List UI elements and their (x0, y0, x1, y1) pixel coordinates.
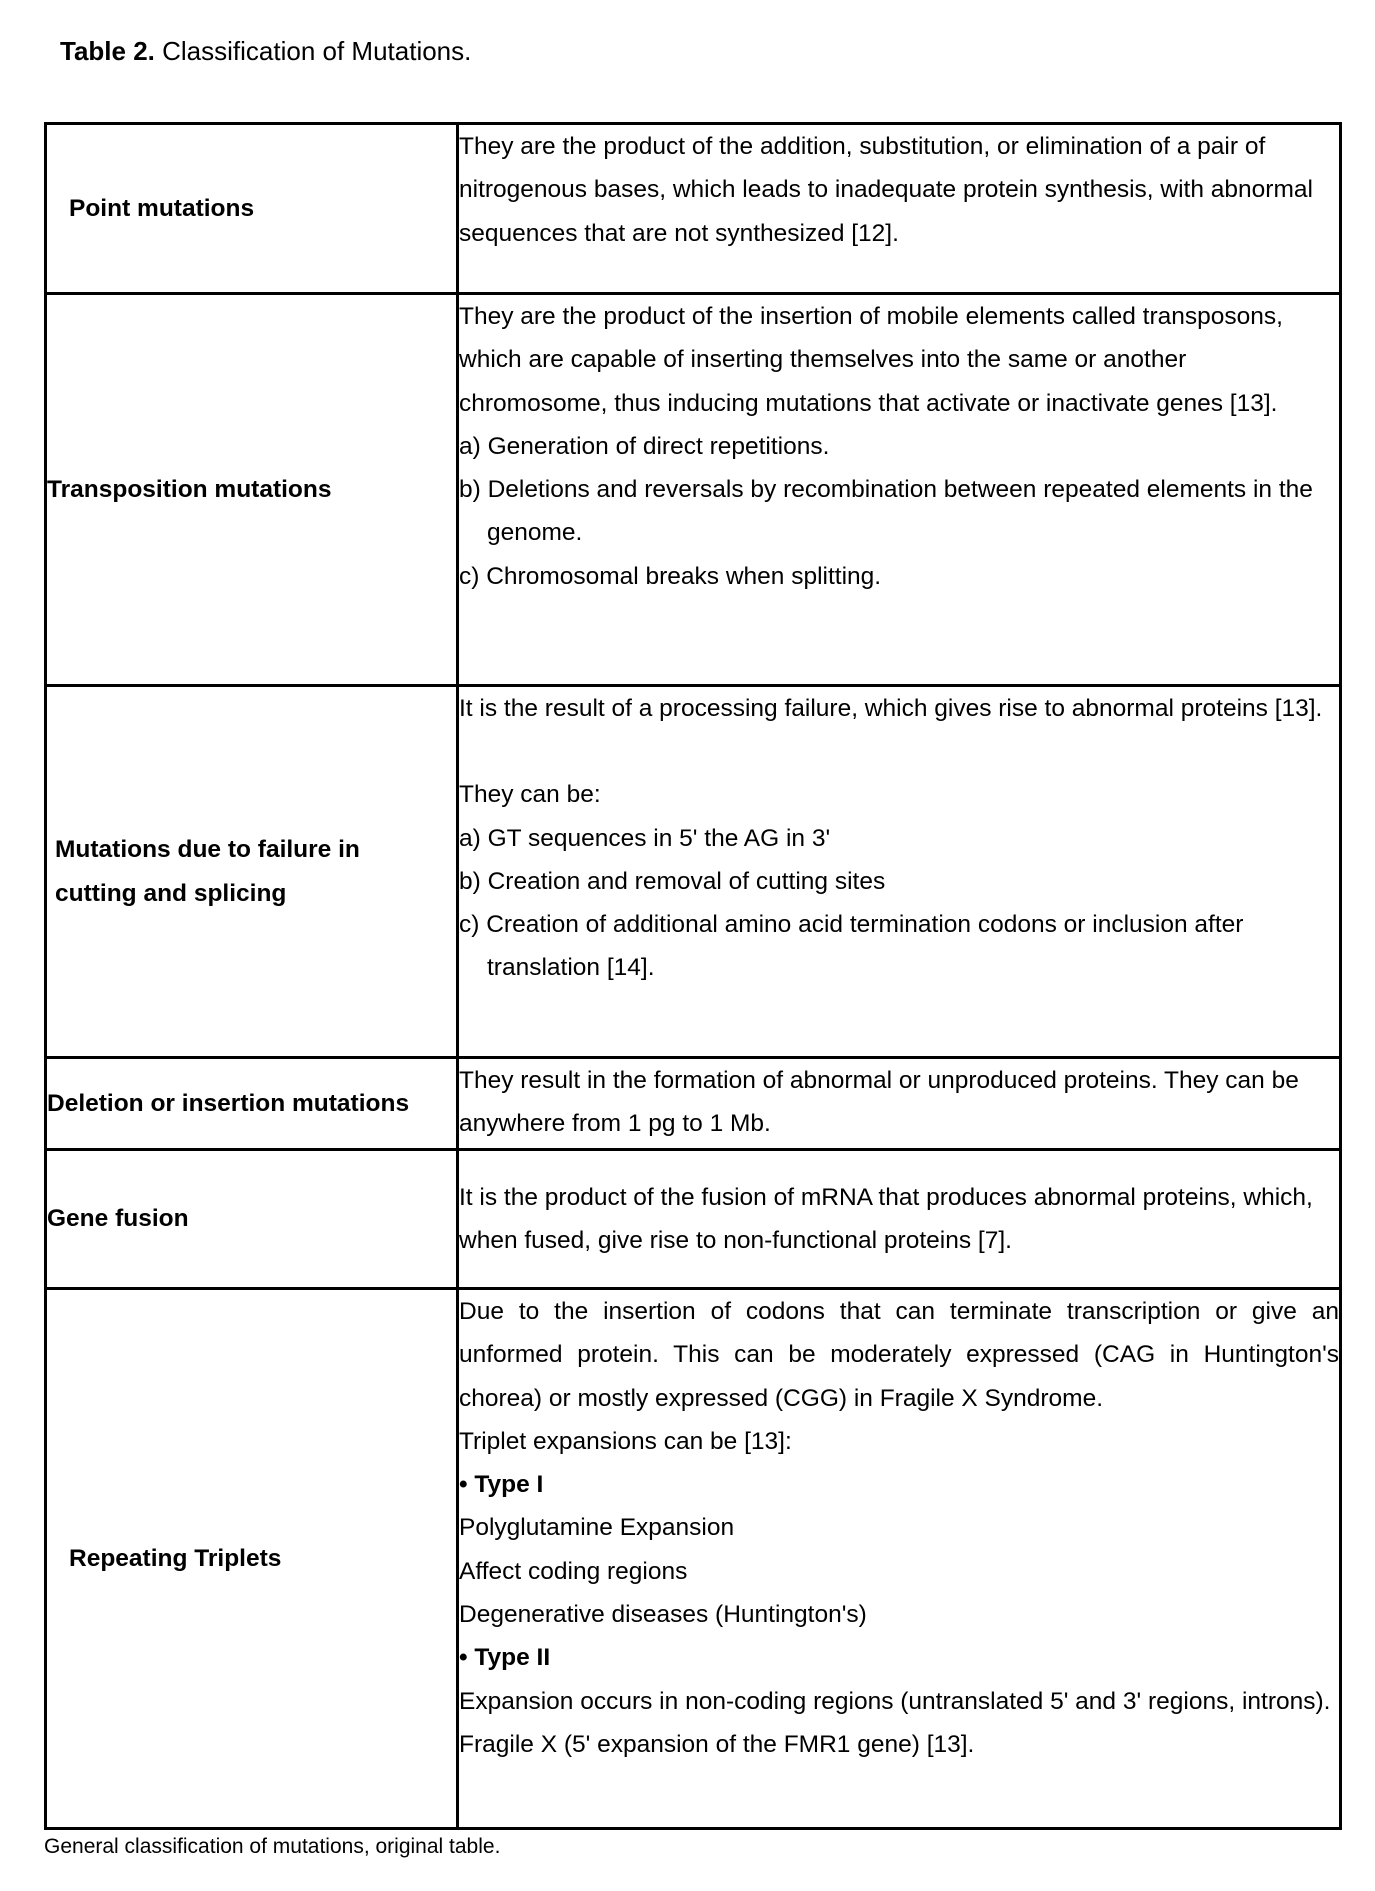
description-line: They are the product of the insertion of mobile elements called transposons, which are capable of inserting themselves into the same or another chromosome, thus inducing mutations that activate or inactivate genes [13]. (459, 303, 1283, 417)
table-row (46, 1150, 1341, 1289)
blank-line (459, 730, 1339, 773)
table-row (46, 1058, 1341, 1150)
table-footnote: General classification of mutations, original table. (44, 1835, 501, 1858)
table-row (46, 124, 1341, 294)
row-label-point-mutations: Point mutations (46, 124, 458, 294)
description-line: c) Chromosomal breaks when splitting. (459, 562, 882, 590)
description-line: a) Generation of direct repetitions. (459, 432, 830, 460)
table-caption (60, 36, 471, 67)
row-description-gene-fusion (458, 1150, 1341, 1289)
description-line: Polyglutamine Expansion (459, 1514, 735, 1542)
table-caption-label: Table 2. (60, 36, 155, 66)
description-line: Expansion occurs in non-coding regions (untranslated 5' and 3' regions, introns). (459, 1687, 1331, 1715)
row-label-deletion-insertion: Deletion or insertion mutations (46, 1058, 458, 1150)
table-row (46, 686, 1341, 1058)
description-line: It is the result of a processing failure, which gives rise to abnormal proteins [13]. (459, 695, 1323, 722)
description-line: Fragile X (5' expansion of the FMR1 gene) [13]. (459, 1730, 975, 1758)
table-caption-text: Classification of Mutations. (162, 36, 472, 66)
splicing-label-text: Mutations due to failure in cutting and splicing (55, 835, 360, 907)
row-description-splicing-mutations (458, 686, 1341, 1058)
type-heading: • Type I (459, 1471, 544, 1499)
description-line: Triplet expansions can be [13]: (459, 1427, 792, 1455)
row-description-point-mutations (458, 124, 1341, 294)
type-heading: • Type II (459, 1644, 551, 1672)
row-description-repeating-triplets (458, 1289, 1341, 1829)
row-label-transposition-mutations: Transposition mutations (46, 294, 458, 686)
description-line: Degenerative diseases (Huntington's) (459, 1601, 867, 1629)
description-line: c) Creation of additional amino acid termination codons or inclusion after translation [14]. (459, 911, 1244, 982)
description-line: It is the product of the fusion of mRNA that produces abnormal proteins, which, when fused, give rise to non-functional proteins [7]. (459, 1183, 1313, 1254)
description-line: They can be: (459, 781, 601, 809)
description-line: Due to the insertion of codons that can terminate transcription or give an unformed protein. This can be moderately expressed (CAG in Huntington's chorea) or mostly expressed (CGG) in Fragile X Syndrome. (459, 1298, 1339, 1412)
row-description-deletion-insertion (458, 1058, 1341, 1150)
mutations-table (44, 122, 1342, 1830)
description-line: a) GT sequences in 5' the AG in 3' (459, 824, 831, 852)
description-line: They are the product of the addition, substitution, or elimination of a pair of nitrogenous bases, which leads to inadequate protein synthesis, with abnormal sequences that are not synthesized [12]. (459, 133, 1313, 247)
row-label-gene-fusion: Gene fusion (46, 1150, 458, 1289)
description-line (459, 1636, 1339, 1679)
row-description-transposition-mutations (458, 294, 1341, 686)
description-line: b) Creation and removal of cutting sites (459, 867, 886, 895)
description-line: They result in the formation of abnormal or unproduced proteins. They can be anywhere from 1 pg to 1 Mb. (459, 1067, 1299, 1138)
description-line: b) Deletions and reversals by recombination between repeated elements in the genome. (459, 476, 1313, 547)
row-label-splicing-mutations (46, 686, 458, 1058)
description-line (459, 1463, 1339, 1506)
table-row (46, 294, 1341, 686)
table-row (46, 1289, 1341, 1829)
description-line: Affect coding regions (459, 1557, 688, 1585)
row-label-repeating-triplets: Repeating Triplets (46, 1289, 458, 1829)
